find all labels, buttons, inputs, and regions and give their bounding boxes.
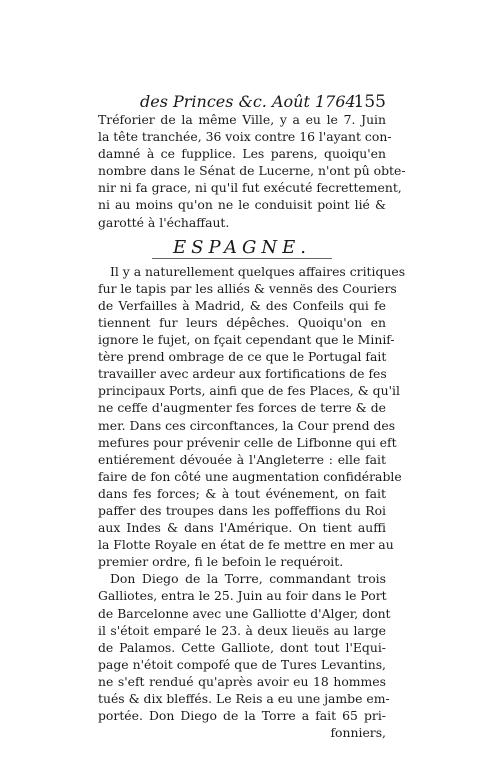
text-line: ignore le fujet, on fçait cependant que le Minif- bbox=[98, 332, 395, 348]
text-line: mefures pour prévenir celle de Lifbonne qui eft bbox=[98, 434, 397, 450]
page-number: 155 bbox=[353, 92, 386, 112]
text-line: Galliotes, entra le 25. Juin au foir dans le Port bbox=[98, 588, 387, 604]
text-line: ne ceffe d'augmenter fes forces de terre & de bbox=[98, 400, 386, 416]
text-line: de Barcelonne avec une Galliotte d'Alger, dont bbox=[98, 605, 391, 621]
text-line: mer. Dans ces circonftances, la Cour prend des bbox=[98, 417, 396, 433]
running-title: des Princes &c. Août 1764. bbox=[140, 92, 361, 111]
text-line: damné à ce fupplice. Les parens, quoiqu'en bbox=[98, 146, 386, 162]
text-line: Tréforier de la même Ville, y a eu le 7. Juin bbox=[98, 112, 386, 127]
text-line: Don Diego de la Torre, commandant trois bbox=[110, 571, 386, 587]
paragraph-3 bbox=[98, 570, 391, 741]
text-line: ni au moins qu'on ne le conduisit point lié & bbox=[98, 197, 386, 213]
text-line: nombre dans le Sénat de Lucerne, n'ont pû obte- bbox=[98, 163, 406, 179]
text-line: la Flotte Royale en état de fe mettre en mer au bbox=[98, 537, 394, 553]
text-line: premier ordre, fi le befoin le requéroit. bbox=[98, 554, 344, 570]
text-line: tués & dix bleffés. Le Reis a eu une jambe em- bbox=[98, 691, 390, 706]
text-line: paffer des troupes dans les poffeffions du Roi bbox=[98, 502, 386, 518]
page-body bbox=[98, 111, 406, 741]
text-line: Il y a naturellement quelques affaires critiques bbox=[110, 263, 406, 279]
text-line: nir ni fa grace, ni qu'il fut exécuté fecrettement, bbox=[98, 180, 402, 196]
paragraph-2 bbox=[98, 263, 406, 571]
text-line: tère prend ombrage de ce que le Portugal fait bbox=[98, 349, 387, 365]
text-line: portée. Don Diego de la Torre a fait 65 pri- bbox=[98, 708, 386, 724]
text-line: principaux Ports, ainfi que de fes Places, & qu'il bbox=[98, 383, 400, 399]
text-line: fur le tapis par les alliés & vennës des Couriers bbox=[98, 280, 397, 296]
text-line: travailler avec ardeur aux fortifications de fes bbox=[98, 366, 387, 382]
text-line: de Verfailles à Madrid, & des Confeils qui fe bbox=[98, 297, 386, 313]
text-line: page n'étoit compofé que de Tures Levantins, bbox=[98, 656, 386, 672]
text-line: entiérement dévouée à l'Angleterre : elle fait bbox=[98, 451, 386, 467]
section-heading: ESPAGNE. bbox=[173, 236, 311, 258]
catchword: fonniers, bbox=[330, 725, 386, 741]
text-line: faire de fon côté une augmentation confidérable bbox=[98, 468, 402, 484]
text-line: de Palamos. Cette Galliote, dont tout l'Equi- bbox=[98, 639, 386, 655]
text-line: il s'étoit emparé le 23. à deux lieuës au large bbox=[98, 622, 386, 638]
text-line: aux Indes & dans l'Amérique. On tient auffi bbox=[98, 520, 386, 536]
text-line: tiennent fur leurs dépêches. Quoiqu'on en bbox=[98, 314, 386, 330]
text-line: dans fes forces; & à tout événement, on fait bbox=[98, 485, 386, 501]
paragraph-1 bbox=[98, 111, 406, 231]
text-line: la tête tranchée, 36 voix contre 16 l'ayant con- bbox=[98, 129, 392, 145]
text-line: ne s'eft rendué qu'après avoir eu 18 hommes bbox=[98, 673, 386, 689]
text-line: garotté à l'échaffaut. bbox=[98, 214, 230, 230]
